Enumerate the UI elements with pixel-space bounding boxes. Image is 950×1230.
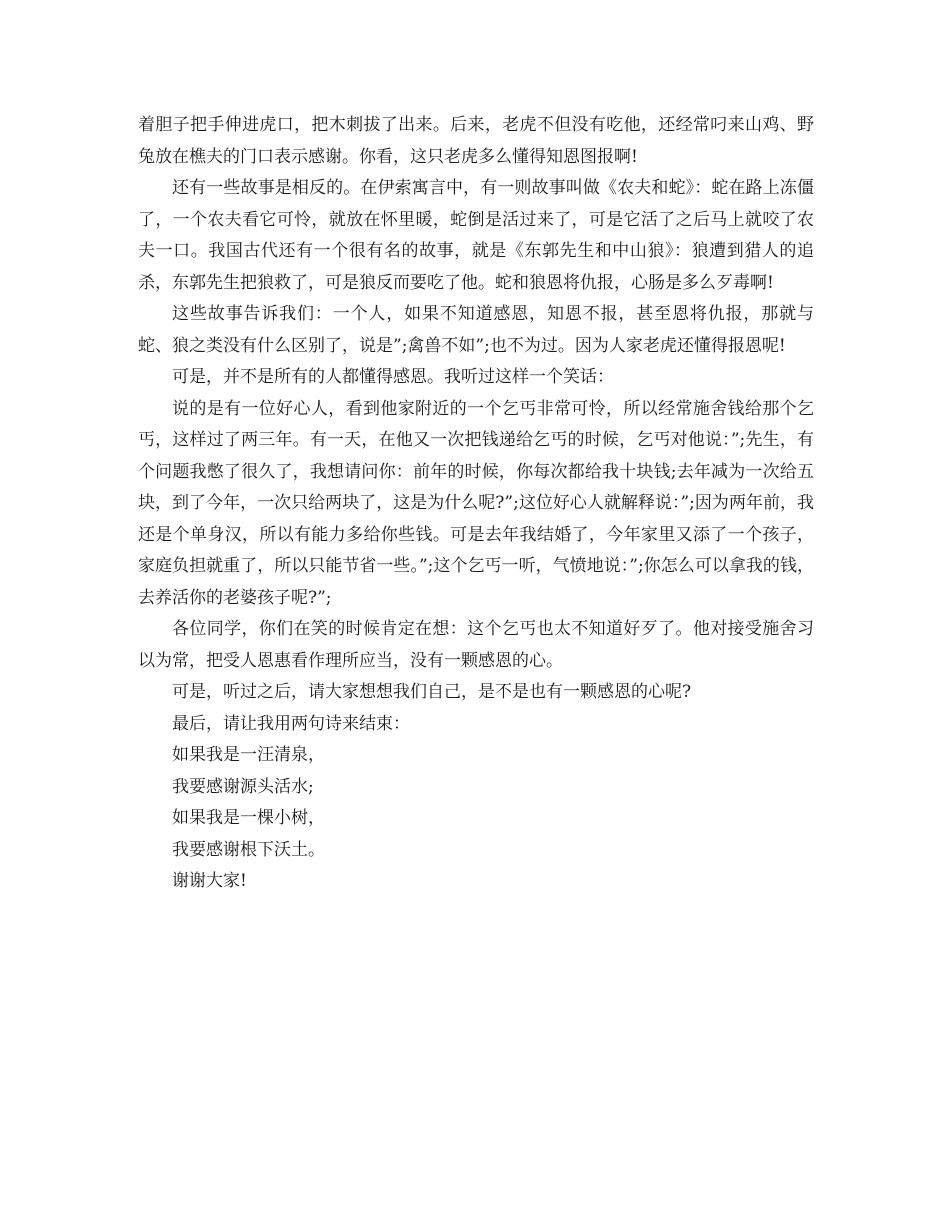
poem-line-2: 我要感谢源头活水; [172,776,314,797]
poem-line-4: 我要感谢根下沃土。 [172,839,325,860]
paragraph-lesson: 这些故事告诉我们：一个人，如果不知道感恩，知恩不报，甚至恩将仇报，那就与蛇、狼之类没有什么区别了，说是”;禽兽不如”;也不为过。因为人家老虎还懂得报恩呢! [138,304,814,356]
paragraph-beggar-joke: 说的是有一位好心人，看到他家附近的一个乞丐非常可怜，所以经常施舍钱给那个乞丐，这样过了两三年。有一天，在他又一次把钱递给乞丐的时候，乞丐对他说：”;先生，有个问题我憋了很久了，我想请问你：前年的时候，你每次都给我十块钱;去年减为一次给五块，到了今年，一次只给两块了，这是为什么呢?”;这位好心人就解释说：”;因为两年前，我还是个单身汉，所以有能力多给你些钱。可是去年我结婚了，今年家里又添了一个孩子，家庭负担就重了，所以只能节省一些。”;这个乞丐一听，气愤地说：”;你怎么可以拿我的钱，去养活你的老婆孩子呢?”; [138,398,814,608]
poem-line-1: 如果我是一汪清泉， [172,745,325,765]
line-question: 可是，听过之后，请大家想想我们自己，是不是也有一颗感恩的心呢? [172,682,692,702]
line-closing-intro: 最后，请让我用两句诗来结束： [172,713,410,734]
document-body [138,110,814,898]
paragraph-contrary-stories: 还有一些故事是相反的。在伊索寓言中，有一则故事叫做《农夫和蛇》：蛇在路上冻僵了，一个农夫看它可怜，就放在怀里暖，蛇倒是活过来了，可是它活了之后马上就咬了农夫一口。我国古代还有一个很有名的故事，就是《东郭先生和中山狼》：狼遭到猎人的追杀，东郭先生把狼救了，可是狼反而要吃了他。蛇和狼恩将仇报，心肠是多么歹毒啊! [138,178,814,293]
paragraph-joke-intro: 可是，并不是所有的人都懂得感恩。我听过这样一个笑话： [172,367,614,387]
line-thanks: 谢谢大家! [172,871,247,891]
paragraph-continuation: 着胆子把手伸进虎口，把木刺拔了出来。后来，老虎不但没有吃他，还经常叼来山鸡、野兔放在樵夫的门口表示感谢。你看，这只老虎多么懂得知恩图报啊! [138,115,814,167]
poem-line-3: 如果我是一棵小树， [172,808,325,828]
paragraph-reflection: 各位同学，你们在笑的时候肯定在想：这个乞丐也太不知道好歹了。他对接受施舍习以为常，把受人恩惠看作理所应当，没有一颗感恩的心。 [138,619,814,671]
